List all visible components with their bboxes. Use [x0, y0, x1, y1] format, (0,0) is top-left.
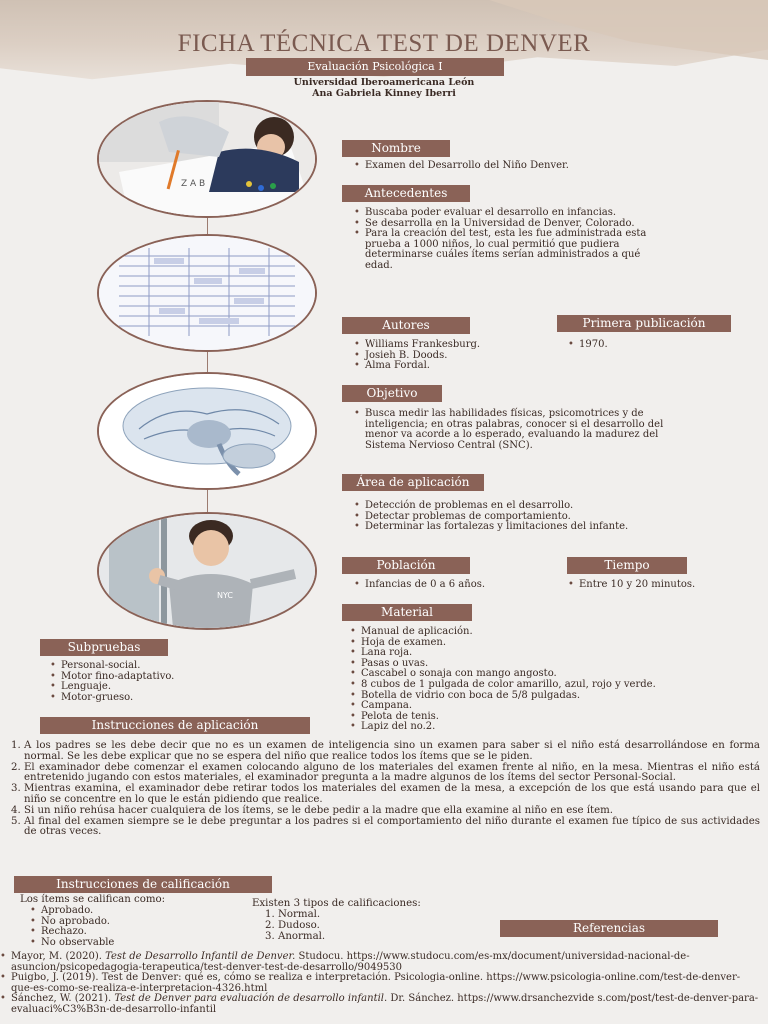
material-heading: Material	[342, 604, 472, 621]
list-item: • Pelota de tenis.	[350, 712, 750, 723]
list-item: • Manual de aplicación.	[350, 627, 750, 638]
list-item: 5. Al final del examen siempre se le debe preguntar a los padres si el comportamiento del niño durante el examen fue típico de sus actividades de otras veces.	[24, 817, 760, 839]
list-item: • Entre 10 y 20 minutos.	[568, 580, 748, 591]
list-item: • No observable	[30, 938, 230, 949]
primera-publicacion-heading: Primera publicación	[557, 315, 731, 332]
list-item: • Lana roja.	[350, 648, 750, 659]
photo-brain	[97, 372, 317, 490]
svg-text:NYC: NYC	[217, 591, 234, 600]
tiempo-heading: Tiempo	[567, 557, 687, 574]
reference-item: • Sánchez, W. (2021). Test de Denver para evaluación de desarrollo infantil. Dr. Sánchez. https://www.drsanchezvide s.com/post/test-de-denver-para-evaluaci%C3%B3n-de-desarrollo-infantil	[0, 994, 760, 1015]
list-item: • 1970.	[568, 340, 718, 351]
tipos-list	[262, 910, 422, 942]
instrucciones-aplicacion-heading: Instrucciones de aplicación	[40, 717, 310, 734]
list-item: • Lenguaje.	[50, 682, 270, 693]
list-item: • Detectar problemas de comportamiento.	[354, 512, 674, 523]
list-item: • Lapiz del no.2.	[350, 722, 750, 733]
calificacion-list	[30, 906, 230, 948]
list-item: • Hoja de examen.	[350, 638, 750, 649]
nombre-list	[354, 161, 674, 172]
list-item: 3. Anormal.	[278, 932, 422, 943]
svg-text:Z A B: Z A B	[181, 179, 206, 189]
list-item: • Motor-grueso.	[50, 693, 270, 704]
list-item: • Busca medir las habilidades físicas, psicomotrices y de inteligencia; en otras palabras, conocer si el desarrollo del menor va acorde a lo esperado, evaluando la madurez del Sistema Nervioso Central (SNC).	[354, 409, 674, 451]
list-item: 2. El examinador debe comenzar el examen colocando alguno de los materiales del examen frente al niño, en la mesa. Mientras el niño está entretenido jugando con estos materiales, el examinador pregunta a la madre algunos de los ítems del sector Personal-Social.	[24, 763, 760, 785]
page-title: FICHA TÉCNICA TEST DE DENVER	[177, 30, 591, 57]
author-name: Ana Gabriela Kinney Iberri	[312, 88, 456, 99]
list-item: • Alma Fordal.	[354, 361, 554, 372]
list-item: • Williams Frankesburg.	[354, 340, 554, 351]
list-item: • Se desarrolla en la Universidad de Denver, Colorado.	[354, 219, 654, 230]
tiempo-list	[568, 580, 748, 591]
material-list	[350, 627, 750, 733]
tipos-intro: Existen 3 tipos de calificaciones:	[252, 898, 421, 909]
primera-publicacion-list	[568, 340, 718, 351]
list-item: • Buscaba poder evaluar el desarrollo en infancias.	[354, 208, 654, 219]
list-item: 4. Si un niño rehúsa hacer cualquiera de los ítems, se le debe pedir a la madre que ella examine al niño en ese ítem.	[24, 806, 760, 817]
area-aplicacion-list	[354, 501, 674, 533]
instrucciones-aplicacion-list	[8, 741, 760, 838]
brain-illustration	[99, 374, 315, 488]
list-item: • Rechazo.	[30, 927, 230, 938]
subtitle-banner: Evaluación Psicológica I	[246, 58, 504, 76]
list-item: • Personal-social.	[50, 661, 270, 672]
list-item: • Cascabel o sonaja con mango angosto.	[350, 669, 750, 680]
list-item: • Pasas o uvas.	[350, 659, 750, 670]
list-item: • 8 cubos de 1 pulgada de color amarillo, azul, rojo y verde.	[350, 680, 750, 691]
list-item: • Motor fino-adaptativo.	[50, 672, 270, 683]
university-name: Universidad Iberoamericana León	[293, 77, 475, 88]
list-item: 1. Normal.	[278, 910, 422, 921]
reference-item: • Mayor, M. (2020). Test de Desarrollo Infantil de Denver. Studocu. https://www.studocu.com/es-mx/document/universidad-nacional-de-asuncion/psicopedagogia-terapeutica/test-denver-test-de-desarrollo/9049530	[0, 952, 760, 973]
antecedentes-heading: Antecedentes	[342, 185, 470, 202]
author-block	[0, 77, 768, 99]
subpruebas-heading: Subpruebas	[40, 639, 168, 656]
objetivo-heading: Objetivo	[342, 385, 442, 402]
instrucciones-calificacion-heading: Instrucciones de calificación	[14, 876, 272, 893]
list-item: • Para la creación del test, esta les fue administrada esta prueba a 1000 niños, lo cual permitió que pudiera determinarse cuáles ítems serían administrados a qué edad.	[354, 229, 654, 271]
smiling-boy-illustration	[99, 514, 315, 628]
list-item: • No aprobado.	[30, 917, 230, 928]
photo-smiling-boy	[97, 512, 317, 630]
child-writing-illustration	[99, 102, 315, 216]
autores-list	[354, 340, 554, 372]
list-item: 1. A los padres se les debe decir que no es un examen de inteligencia sino un examen para saber si el niño está desarrollándose en forma normal. Se les debe explicar que no se espera del niño que realice todos los ítems que se le piden.	[24, 741, 760, 763]
referencias-list	[0, 952, 760, 1016]
list-item: • Determinar las fortalezas y limitaciones del infante.	[354, 522, 674, 533]
referencias-heading: Referencias	[500, 920, 718, 937]
reference-item: • Puigbo, J. (2019). Test de Denver: qué es, cómo se realiza e interpretación. Psicologia-online. https://www.psicologia-online.com/test-de-denver-que-es-como-se-realiza-e-interpretacion-4326.html	[0, 973, 760, 994]
list-item: • Examen del Desarrollo del Niño Denver.	[354, 161, 674, 172]
area-aplicacion-heading: Área de aplicación	[342, 474, 484, 491]
list-item: • Infancias de 0 a 6 años.	[354, 580, 544, 591]
autores-heading: Autores	[342, 317, 470, 334]
objetivo-list	[354, 409, 674, 451]
list-item: • Josieh B. Doods.	[354, 351, 554, 362]
list-item: 2. Dudoso.	[278, 921, 422, 932]
nombre-heading: Nombre	[342, 140, 450, 157]
photo-test-sheet	[97, 234, 317, 352]
list-item: • Detección de problemas en el desarrollo.	[354, 501, 674, 512]
photo-child-writing	[97, 100, 317, 218]
poblacion-list	[354, 580, 544, 591]
list-item: • Aprobado.	[30, 906, 230, 917]
list-item: 3. Mientras examina, el examinador debe retirar todos los materiales del examen de la mesa, a excepción de los que está usando para que el niño se concentre en lo que le están pidiendo que realice.	[24, 784, 760, 806]
list-item: • Campana.	[350, 701, 750, 712]
subpruebas-list	[50, 661, 270, 703]
list-item: • Botella de vidrio con boca de 5/8 pulgadas.	[350, 691, 750, 702]
calificacion-intro: Los ítems se califican como:	[20, 894, 166, 905]
antecedentes-list	[354, 208, 654, 272]
poblacion-heading: Población	[342, 557, 470, 574]
test-sheet-illustration	[99, 236, 315, 350]
